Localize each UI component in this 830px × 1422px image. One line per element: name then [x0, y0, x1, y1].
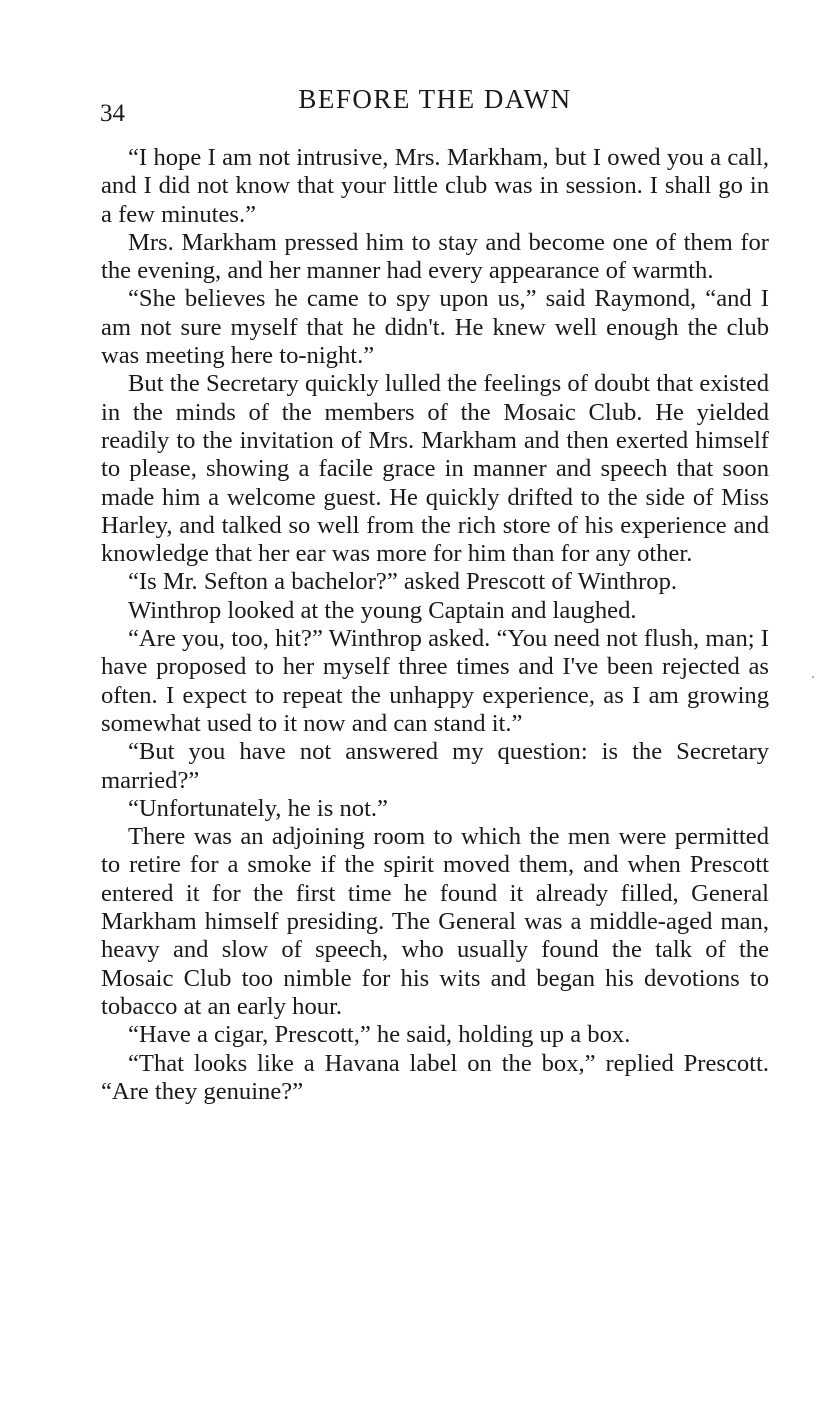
paragraph: “She believes he came to spy upon us,” said Raymond, “and I am not sure myself that he didn't. He knew well enough the club was meeting here to-night.” [101, 285, 769, 370]
paragraph: “Are you, too, hit?” Winthrop asked. “You need not flush, man; I have proposed to her myself three times and I've been rejected as often. I expect to repeat the unhappy experience, as I am growing somewhat used to it now and can stand it.” [101, 625, 769, 737]
body-text [101, 144, 769, 1106]
page-number: 34 [100, 100, 125, 127]
paragraph: “I hope I am not intrusive, Mrs. Markham, but I owed you a call, and I did not know that your little club was in session. I shall go in a few minutes.” [101, 144, 769, 228]
paragraph: “Have a cigar, Prescott,” he said, holding up a box. [128, 1021, 631, 1049]
page-header [100, 84, 770, 127]
paragraph: There was an adjoining room to which the men were permitted to retire for a smoke if the spirit moved them, and when Prescott entered it for the first time he found it already filled, General Markham himself presiding. The General was a middle-aged man, heavy and slow of speech, who usually found the talk of the Mosaic Club too nimble for his wits and began his devotions to tobacco at an early hour. [101, 823, 769, 1020]
paragraph: Mrs. Markham pressed him to stay and become one of them for the evening, and her manner had every appearance of warmth. [101, 228, 769, 285]
scan-speck [812, 676, 814, 678]
paragraph: “Unfortunately, he is not.” [128, 794, 388, 822]
paragraph: But the Secretary quickly lulled the feelings of doubt that existed in the minds of the members of the Mosaic Club. He yielded readily to the invitation of Mrs. Markham and then exerted himself to please, showing a facile grace in manner and speech that soon made him a welcome guest. He quickly drifted to the side of Miss Harley, and talked so well from the rich store of his experience and knowledge that her ear was more for him than for any other. [101, 370, 769, 568]
paragraph: “But you have not answered my question: is the Secretary married?” [101, 738, 769, 794]
paragraph: “That looks like a Havana label on the box,” replied Prescott. “Are they genuine?” [101, 1049, 769, 1105]
running-title: BEFORE THE DAWN [298, 84, 572, 114]
paragraph: “Is Mr. Sefton a bachelor?” asked Prescott of Winthrop. [128, 568, 678, 596]
paragraph: Winthrop looked at the young Captain and laughed. [128, 596, 637, 624]
